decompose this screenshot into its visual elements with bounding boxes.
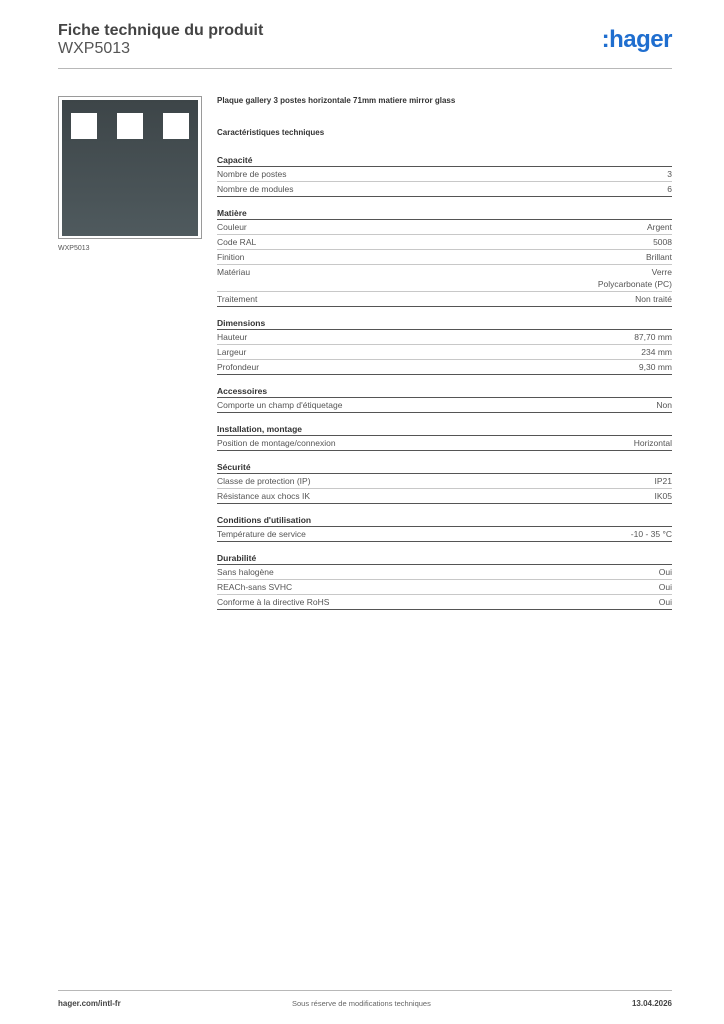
spec-value (631, 528, 672, 540)
cover-plate-graphic (62, 100, 198, 236)
spec-value (655, 475, 673, 487)
spec-label: Sans halogène (217, 567, 274, 577)
spec-content (217, 96, 672, 620)
section-title: Installation, montage (217, 424, 303, 434)
spec-value (659, 596, 672, 608)
plate-opening (163, 113, 189, 139)
spec-value-line: 87,70 mm (634, 332, 672, 342)
spec-value-line: IP21 (654, 476, 672, 486)
spec-value (653, 236, 672, 248)
section-title: Sécurité (217, 462, 251, 472)
spec-row (217, 250, 672, 265)
spec-row (217, 360, 672, 375)
spec-value (634, 331, 672, 343)
spec-value-line: Non traité (635, 294, 672, 304)
spec-row (217, 330, 672, 345)
spec-value (639, 361, 672, 373)
spec-value-line: 6 (667, 184, 672, 194)
spec-value (641, 346, 672, 358)
spec-section (217, 385, 672, 413)
spec-value (598, 266, 672, 290)
spec-value (647, 221, 672, 233)
spec-value (634, 437, 672, 449)
product-image (58, 96, 202, 239)
spec-section (217, 423, 672, 451)
spec-row (217, 580, 672, 595)
spec-row (217, 182, 672, 197)
page-title: Fiche technique du produit (58, 22, 264, 39)
page-header (58, 22, 672, 70)
spec-label: Largeur (217, 347, 247, 357)
spec-value-line: Non (656, 400, 672, 410)
spec-row (217, 489, 672, 504)
footer-notice: Sous réserve de modifications techniques (292, 999, 431, 1008)
spec-sections (217, 154, 672, 610)
spec-row (217, 265, 672, 292)
spec-label: Matériau (217, 267, 251, 277)
plate-opening (71, 113, 97, 139)
footer-date: 13.04.2026 (631, 999, 672, 1008)
spec-label: Résistance aux chocs IK (217, 491, 311, 501)
spec-row (217, 398, 672, 413)
spec-row (217, 595, 672, 610)
spec-value-line: 9,30 mm (638, 362, 672, 372)
spec-label: REACh-sans SVHC (217, 582, 293, 592)
spec-value-line: 234 mm (641, 347, 672, 357)
spec-value-line: 3 (667, 169, 672, 179)
hager-logo[interactable]: :hager (601, 26, 672, 53)
spec-section (217, 317, 672, 375)
product-reference: WXP5013 (58, 40, 131, 57)
spec-row (217, 345, 672, 360)
spec-value-line: IK05 (654, 491, 672, 501)
spec-row (217, 565, 672, 580)
spec-label: Code RAL (217, 237, 257, 247)
spec-section (217, 552, 672, 610)
spec-value (667, 183, 672, 195)
spec-label: Nombre de modules (217, 184, 294, 194)
spec-value-line: Oui (658, 582, 672, 592)
spec-label: Hauteur (217, 332, 248, 342)
product-name: Plaque gallery 3 postes horizontale 71mm matiere mirror glass (217, 96, 456, 105)
spec-row (217, 235, 672, 250)
header-divider (58, 68, 672, 69)
spec-value-line: 5008 (653, 237, 672, 247)
section-title: Capacité (217, 155, 253, 165)
spec-label: Couleur (217, 222, 247, 232)
spec-section (217, 461, 672, 504)
spec-label: Classe de protection (IP) (217, 476, 311, 486)
spec-row (217, 220, 672, 235)
spec-section (217, 154, 672, 197)
tech-heading: Caractéristiques techniques (217, 128, 325, 137)
spec-value (655, 490, 673, 502)
spec-value (646, 251, 672, 263)
spec-label: Position de montage/connexion (217, 438, 336, 448)
footer-divider (58, 990, 672, 991)
spec-label: Comporte un champ d'étiquetage (217, 400, 343, 410)
spec-value (659, 566, 672, 578)
section-title: Matière (217, 208, 247, 218)
spec-row (217, 436, 672, 451)
section-title: Conditions d'utilisation (217, 515, 312, 525)
section-title: Accessoires (217, 386, 268, 396)
spec-row (217, 474, 672, 489)
footer-website-link[interactable]: hager.com/intl-fr (58, 999, 121, 1008)
spec-value (656, 399, 672, 411)
spec-row (217, 292, 672, 307)
spec-value-line: Oui (658, 597, 672, 607)
spec-row (217, 167, 672, 182)
spec-value-line: Brillant (646, 252, 672, 262)
spec-value (659, 581, 672, 593)
spec-value-line: -10 - 35 °C (630, 529, 672, 539)
spec-label: Température de service (217, 529, 306, 539)
spec-section (217, 207, 672, 307)
spec-section (217, 514, 672, 542)
spec-value-line: Oui (658, 567, 672, 577)
spec-value-line: Argent (646, 222, 672, 232)
spec-label: Profondeur (217, 362, 260, 372)
section-title: Durabilité (217, 553, 257, 563)
spec-label: Finition (217, 252, 245, 262)
section-title: Dimensions (217, 318, 266, 328)
spec-label: Conforme à la directive RoHS (217, 597, 330, 607)
plate-opening (117, 113, 143, 139)
spec-value-line: Verre (651, 267, 672, 277)
spec-value (667, 168, 672, 180)
spec-row (217, 527, 672, 542)
spec-value-line: Horizontal (633, 438, 672, 448)
image-caption: WXP5013 (58, 245, 90, 252)
spec-value (635, 293, 672, 305)
spec-label: Nombre de postes (217, 169, 287, 179)
spec-value-line: Polycarbonate (PC) (597, 279, 672, 289)
spec-label: Traitement (217, 294, 258, 304)
